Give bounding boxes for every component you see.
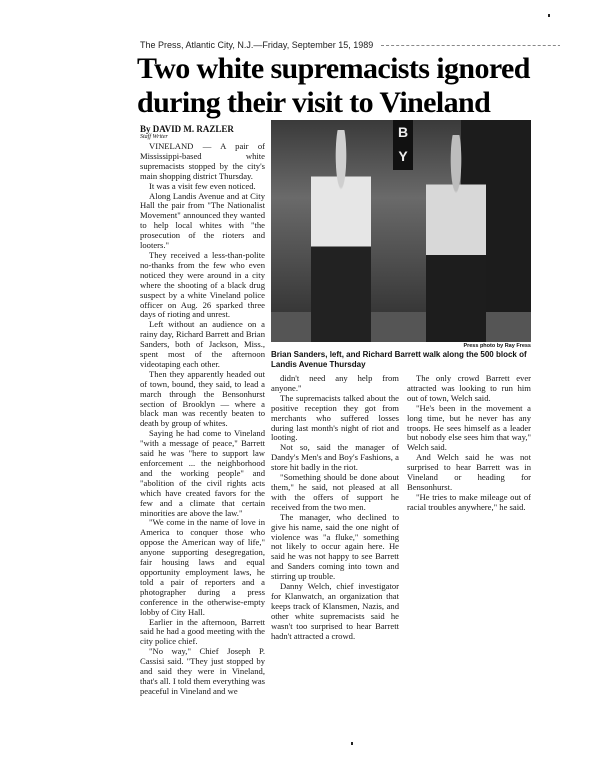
photo-caption: Brian Sanders, left, and Richard Barrett walk along the 500 block of Landis Avenue Thursday: [271, 350, 527, 369]
byline-author: By DAVID M. RAZLER: [140, 124, 234, 134]
photo-figure-right: [426, 135, 486, 342]
article-paragraph: Left without an audience on a rainy day, Richard Barrett and Brian Sanders, both of Jackson, Miss., spent most of the afternoon videotaping each other.: [140, 319, 265, 369]
article-paragraph: Along Landis Avenue and at City Hall the pair from "The Nationalist Movement" announced they wanted to help local whites with "the prosecution of the rioters and looters.": [140, 190, 265, 251]
photo-figure-left: [311, 130, 371, 342]
article-paragraph: Earlier in the afternoon, Barrett said he had a good meeting with the city police chief.: [140, 616, 265, 647]
article-column-1: [140, 142, 265, 737]
article-paragraph: VINELAND — A pair of Mississippi-based white supremacists stopped by the city's main shopping district Thursday.: [140, 142, 265, 181]
masthead-rule: [381, 45, 560, 46]
article-paragraph: didn't need any help from anyone.": [271, 374, 399, 393]
byline-role: Staff Writer: [140, 134, 168, 140]
photo-storefront-sign: B Y: [393, 120, 413, 170]
byline: [140, 124, 234, 140]
article-paragraph: "No way," Chief Joseph P. Cassisi said. "They just stopped by and said they were in Vineland, that's all. I told them everything was peaceful in Vineland and we: [140, 646, 265, 696]
article-paragraph: The supremacists talked about the positive reception they got from merchants who suffered losses during last month's night of riot and looting.: [271, 392, 399, 443]
article-paragraph: The only crowd Barrett ever attracted was looking to run him out of town, Welch said.: [407, 374, 531, 403]
photo-credit: Press photo by Ray Fress: [463, 343, 531, 349]
scan-speck: [548, 14, 550, 17]
article-paragraph: "He's been in the movement a long time, but he never has any troops. He sees himself as a leader but nobody else sees him that way," Welch said.: [407, 402, 531, 453]
photo: [271, 120, 531, 342]
article-paragraph: "He tries to make mileage out of racial troubles anywhere," he said.: [407, 491, 531, 512]
article-paragraph: The manager, who declined to give his name, said the one night of violence was "a fluke," something not likely to occur again here. He said he was not happy to see Barrett and Sanders coming into town and stirring up trouble.: [271, 511, 399, 582]
article-paragraph: Not so, said the manager of Dandy's Men's and Boy's Fashions, a store hit badly in the riot.: [271, 442, 399, 473]
masthead: [140, 40, 560, 50]
scan-speck: [351, 742, 353, 745]
article-paragraph: It was a visit few even noticed.: [149, 180, 256, 191]
headline: Two white supremacists ignored during their visit to Vineland: [137, 52, 530, 119]
article-paragraph: And Welch said he was not surprised to hear Barrett was in Vineland or heading for Bensonhurst.: [407, 452, 531, 492]
masthead-text: The Press, Atlantic City, N.J.—Friday, September 15, 1989: [140, 40, 374, 50]
article-paragraph: Saying he had come to Vineland "with a message of peace," Barrett said he was "here to support law enforcement ... the neighborhood and the working people" and "abolition of the civil rights acts which have created favors for the few and a climate that certain minorities are above the law.": [140, 428, 265, 518]
article-paragraph: "We come in the name of love in America to conquer those who oppose the American way of life," anyone supporting desegregation, fair housing laws and equal opportunity employment laws, he told a pair of reporters and a photographer during a press conference in the otherwise-empty lobby of City Hall.: [140, 517, 265, 617]
photo-sidewalk: [271, 312, 531, 342]
article-paragraph: They received a less-than-polite no-thanks from the few who even noticed they were around in a city where the shooting of a black drug suspect by a white Vineland police officer on Aug. 26 sparked three days of rioting and unrest.: [140, 249, 265, 320]
article-column-2: [271, 374, 399, 694]
article-paragraph: "Something should be done about them," he said, not pleased at all with the offers of support he received from the two men.: [271, 472, 399, 512]
article-paragraph: Danny Welch, chief investigator for Klanwatch, an organization that keeps track of Klansmen, Nazis, and other white supremacists said he wasn't too surprised to hear Barrett hadn't attracted a crowd.: [271, 581, 399, 641]
article-column-3: [407, 374, 531, 534]
article-paragraph: Then they apparently headed out of town, bound, they said, to lead a march through the Bensonhurst section of Brooklyn — where a black man was recently beaten to death by group of whites.: [140, 368, 265, 429]
